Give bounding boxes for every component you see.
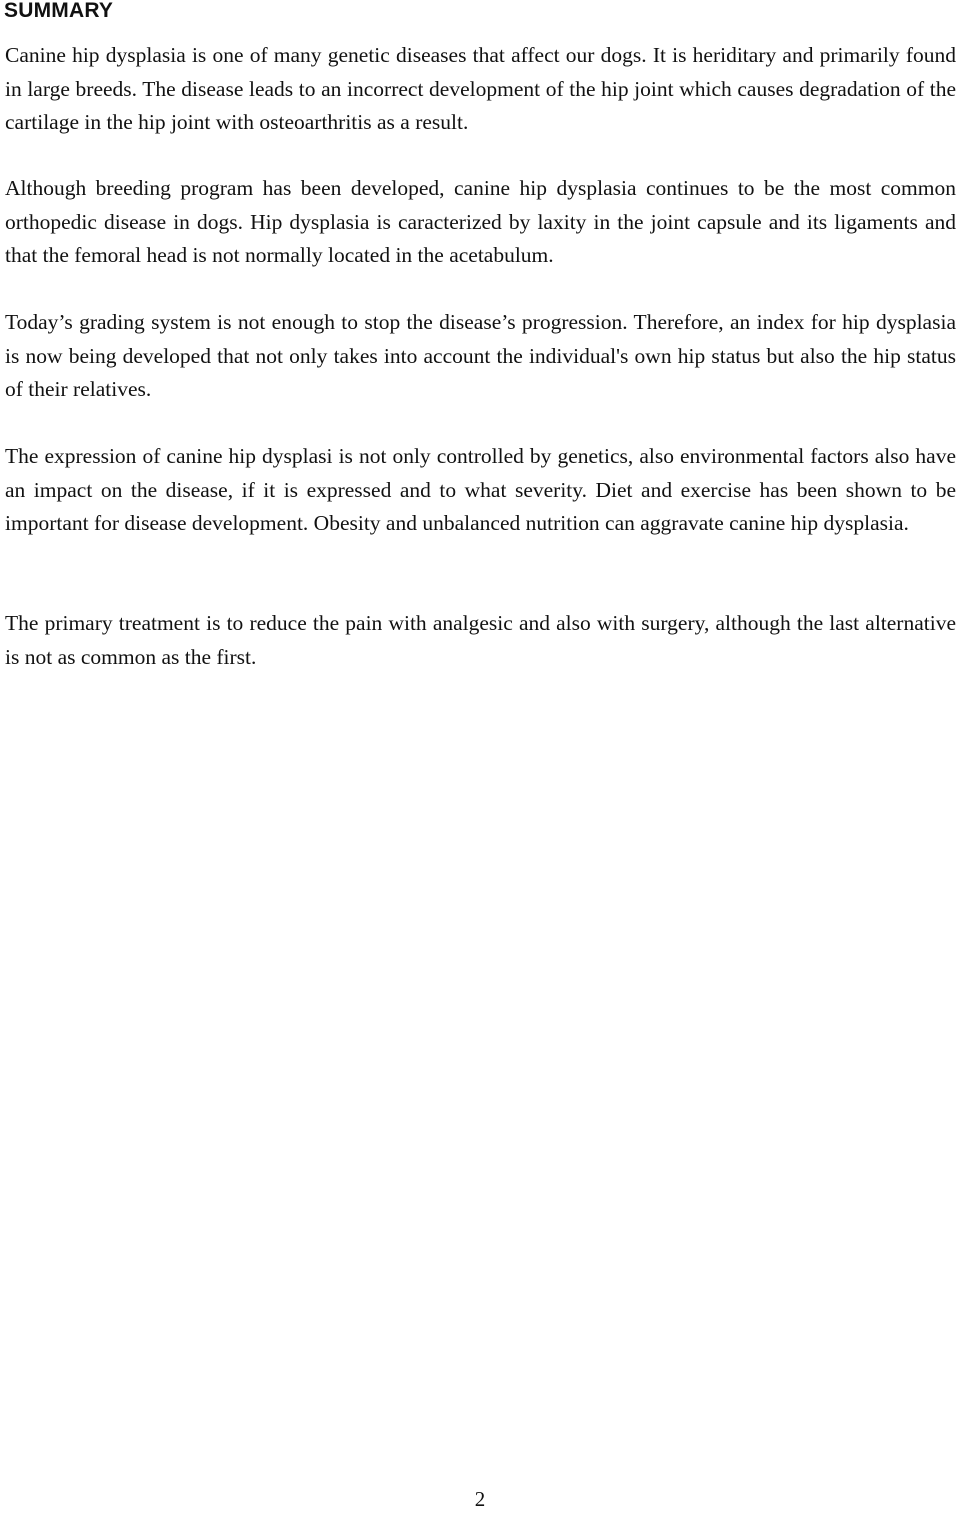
summary-paragraph-3: Today’s grading system is not enough to stop the disease’s progression. Therefore, an index for hip dysplasia is now being developed that not only takes into account the individual's own hip status but also the hip status of their relatives.: [5, 310, 956, 401]
summary-paragraph-2: Although breeding program has been developed, canine hip dysplasia continues to be the most common orthopedic disease in dogs. Hip dysplasia is caracterized by laxity in the joint capsule and its ligaments and that the femoral head is not normally located in the acetabulum.: [5, 176, 956, 267]
section-heading: SUMMARY: [4, 0, 114, 22]
summary-paragraph-4: The expression of canine hip dysplasi is not only controlled by genetics, also environmental factors also have an impact on the disease, if it is expressed and to what severity. Diet and exercise has been shown to be important for disease development. Obesity and unbalanced nutrition can aggravate canine hip dysplasia.: [5, 444, 956, 535]
page-number: 2: [474, 1487, 486, 1511]
summary-paragraph-1: Canine hip dysplasia is one of many genetic diseases that affect our dogs. It is heriditary and primarily found in large breeds. The disease leads to an incorrect development of the hip joint which causes degradation of the cartilage in the hip joint with osteoarthritis as a result.: [5, 43, 956, 134]
summary-paragraph-5: The primary treatment is to reduce the pain with analgesic and also with surgery, although the last alternative is not as common as the first.: [5, 611, 956, 669]
